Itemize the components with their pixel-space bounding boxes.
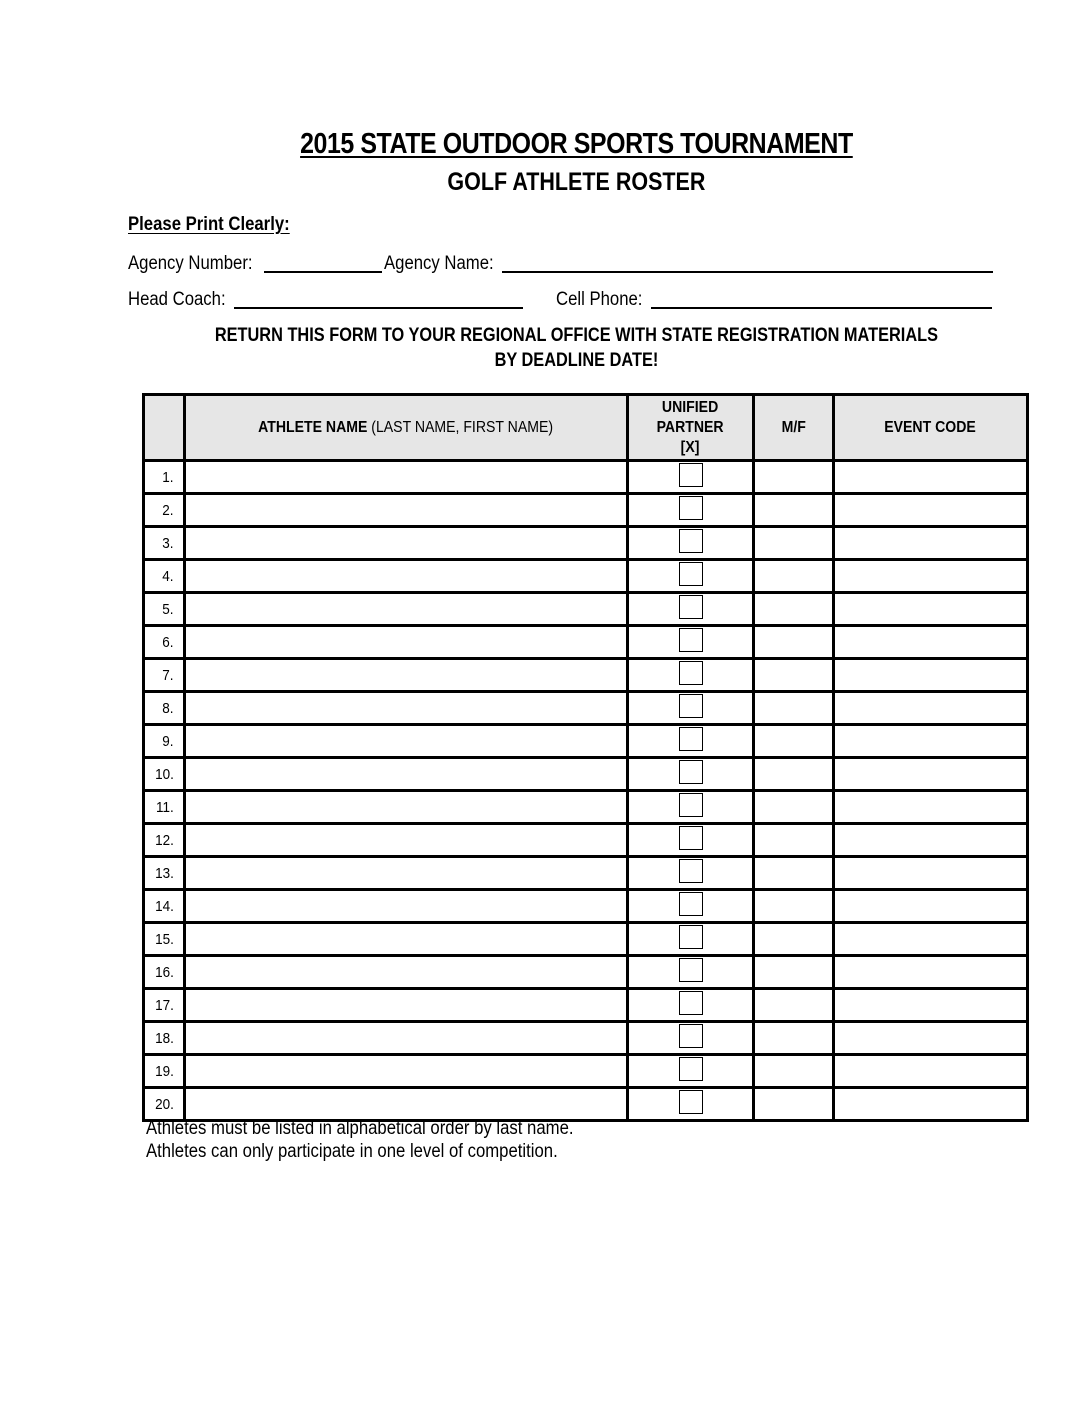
athlete-name-cell[interactable]	[185, 725, 628, 758]
return-notice-line2: BY DEADLINE DATE!	[494, 350, 659, 371]
unified-partner-checkbox[interactable]	[679, 1024, 703, 1048]
table-row	[144, 857, 1028, 890]
table-row	[144, 956, 1028, 989]
unified-partner-checkbox[interactable]	[679, 760, 703, 784]
unified-partner-cell	[628, 857, 754, 890]
gender-cell[interactable]	[754, 692, 834, 725]
event-code-cell[interactable]	[834, 692, 1028, 725]
table-row	[144, 791, 1028, 824]
unified-partner-cell	[628, 923, 754, 956]
athlete-name-cell[interactable]	[185, 1088, 628, 1121]
table-row	[144, 989, 1028, 1022]
gender-cell[interactable]	[754, 593, 834, 626]
cell-phone-label: Cell Phone:	[556, 289, 643, 310]
gender-cell[interactable]	[754, 857, 834, 890]
unified-partner-checkbox[interactable]	[679, 925, 703, 949]
unified-partner-header: UNIFIED PARTNER [X]	[628, 395, 754, 461]
row-number: 5.	[144, 593, 185, 626]
athlete-name-cell[interactable]	[185, 1055, 628, 1088]
unified-partner-cell	[628, 1055, 754, 1088]
unified-partner-checkbox[interactable]	[679, 859, 703, 883]
gender-cell[interactable]	[754, 461, 834, 494]
row-number: 4.	[144, 560, 185, 593]
print-clearly-label: Please Print Clearly:	[128, 214, 290, 235]
head-coach-field[interactable]	[234, 307, 523, 309]
unified-partner-checkbox[interactable]	[679, 793, 703, 817]
event-code-cell[interactable]	[834, 824, 1028, 857]
unified-partner-checkbox[interactable]	[679, 892, 703, 916]
table-row	[144, 461, 1028, 494]
unified-partner-cell	[628, 791, 754, 824]
table-row	[144, 890, 1028, 923]
row-number: 1.	[144, 461, 185, 494]
table-row	[144, 560, 1028, 593]
unified-partner-checkbox[interactable]	[679, 727, 703, 751]
head-coach-label: Head Coach:	[128, 289, 226, 310]
athlete-name-cell[interactable]	[185, 857, 628, 890]
agency-number-field[interactable]	[264, 271, 382, 273]
row-number: 7.	[144, 659, 185, 692]
event-code-cell[interactable]	[834, 956, 1028, 989]
event-code-cell[interactable]	[834, 857, 1028, 890]
event-code-cell[interactable]	[834, 758, 1028, 791]
row-number: 19.	[144, 1055, 185, 1088]
agency-name-field[interactable]	[502, 271, 993, 273]
row-number: 20.	[144, 1088, 185, 1121]
table-row	[144, 1055, 1028, 1088]
athlete-name-cell[interactable]	[185, 461, 628, 494]
athlete-name-cell[interactable]	[185, 659, 628, 692]
unified-partner-cell	[628, 1022, 754, 1055]
athlete-name-cell[interactable]	[185, 692, 628, 725]
row-number: 11.	[144, 791, 185, 824]
athlete-name-cell[interactable]	[185, 791, 628, 824]
row-number: 12.	[144, 824, 185, 857]
table-row	[144, 659, 1028, 692]
gender-cell[interactable]	[754, 890, 834, 923]
athlete-name-cell[interactable]	[185, 527, 628, 560]
unified-partner-checkbox[interactable]	[679, 991, 703, 1015]
row-number: 9.	[144, 725, 185, 758]
unified-partner-cell	[628, 659, 754, 692]
event-code-cell[interactable]	[834, 923, 1028, 956]
event-code-cell[interactable]	[834, 1055, 1028, 1088]
row-number: 6.	[144, 626, 185, 659]
unified-partner-checkbox[interactable]	[679, 826, 703, 850]
unified-partner-cell	[628, 692, 754, 725]
athlete-name-cell[interactable]	[185, 758, 628, 791]
athlete-name-cell[interactable]	[185, 560, 628, 593]
gender-cell[interactable]	[754, 824, 834, 857]
unified-partner-checkbox[interactable]	[679, 628, 703, 652]
table-row	[144, 593, 1028, 626]
gender-cell[interactable]	[754, 1055, 834, 1088]
table-header-row	[144, 395, 1028, 461]
gender-cell[interactable]	[754, 494, 834, 527]
event-code-cell[interactable]	[834, 626, 1028, 659]
event-code-cell[interactable]	[834, 791, 1028, 824]
table-row	[144, 758, 1028, 791]
athlete-name-cell[interactable]	[185, 956, 628, 989]
row-number: 2.	[144, 494, 185, 527]
table-row	[144, 494, 1028, 527]
gender-cell[interactable]	[754, 1088, 834, 1121]
athlete-name-cell[interactable]	[185, 890, 628, 923]
cell-phone-field[interactable]	[651, 307, 992, 309]
unified-partner-cell	[628, 758, 754, 791]
gender-cell[interactable]	[754, 527, 834, 560]
unified-partner-cell	[628, 1088, 754, 1121]
row-number: 10.	[144, 758, 185, 791]
event-code-cell[interactable]	[834, 560, 1028, 593]
table-row	[144, 527, 1028, 560]
athlete-name-cell[interactable]	[185, 1022, 628, 1055]
event-code-cell[interactable]	[834, 890, 1028, 923]
gender-cell[interactable]	[754, 659, 834, 692]
athlete-name-cell[interactable]	[185, 989, 628, 1022]
event-code-cell[interactable]	[834, 461, 1028, 494]
page-subtitle: GOLF ATHLETE ROSTER	[447, 168, 706, 196]
unified-partner-checkbox[interactable]	[679, 694, 703, 718]
row-number: 8.	[144, 692, 185, 725]
unified-partner-cell	[628, 593, 754, 626]
return-notice-line1: RETURN THIS FORM TO YOUR REGIONAL OFFICE WITH STATE REGISTRATION MATERIALS	[214, 325, 939, 346]
gender-cell[interactable]	[754, 560, 834, 593]
unified-partner-cell	[628, 626, 754, 659]
row-number: 13.	[144, 857, 185, 890]
gender-cell[interactable]	[754, 989, 834, 1022]
table-row	[144, 923, 1028, 956]
unified-partner-cell	[628, 560, 754, 593]
unified-partner-checkbox[interactable]	[679, 1057, 703, 1081]
row-number: 3.	[144, 527, 185, 560]
agency-number-label: Agency Number:	[128, 253, 253, 274]
gender-cell[interactable]	[754, 725, 834, 758]
athlete-name-header: ATHLETE NAME (LAST NAME, FIRST NAME)	[185, 395, 628, 461]
athlete-roster-table	[142, 393, 1029, 1122]
unified-partner-cell	[628, 725, 754, 758]
unified-partner-cell	[628, 890, 754, 923]
unified-partner-cell	[628, 494, 754, 527]
unified-partner-cell	[628, 527, 754, 560]
unified-partner-checkbox[interactable]	[679, 463, 703, 487]
row-number: 18.	[144, 1022, 185, 1055]
athlete-name-cell[interactable]	[185, 593, 628, 626]
gender-header: M/F	[754, 395, 834, 461]
athlete-name-cell[interactable]	[185, 494, 628, 527]
event-code-cell[interactable]	[834, 725, 1028, 758]
footnote-one-level: Athletes can only participate in one level of competition.	[146, 1141, 558, 1162]
athlete-name-cell[interactable]	[185, 923, 628, 956]
event-code-cell[interactable]	[834, 494, 1028, 527]
unified-partner-checkbox[interactable]	[679, 562, 703, 586]
event-code-cell[interactable]	[834, 593, 1028, 626]
row-number-header	[144, 395, 185, 461]
gender-cell[interactable]	[754, 1022, 834, 1055]
row-number: 15.	[144, 923, 185, 956]
athlete-name-cell[interactable]	[185, 626, 628, 659]
agency-name-label: Agency Name:	[384, 253, 494, 274]
gender-cell[interactable]	[754, 758, 834, 791]
gender-cell[interactable]	[754, 923, 834, 956]
row-number: 17.	[144, 989, 185, 1022]
unified-partner-cell	[628, 989, 754, 1022]
gender-cell[interactable]	[754, 956, 834, 989]
unified-partner-checkbox[interactable]	[679, 1090, 703, 1114]
table-row	[144, 1022, 1028, 1055]
row-number: 16.	[144, 956, 185, 989]
unified-partner-cell	[628, 461, 754, 494]
unified-partner-checkbox[interactable]	[679, 661, 703, 685]
event-code-cell[interactable]	[834, 1088, 1028, 1121]
unified-partner-cell	[628, 956, 754, 989]
page-title: 2015 STATE OUTDOOR SPORTS TOURNAMENT	[300, 128, 853, 160]
table-row	[144, 725, 1028, 758]
event-code-header: EVENT CODE	[834, 395, 1028, 461]
gender-cell[interactable]	[754, 626, 834, 659]
event-code-cell[interactable]	[834, 527, 1028, 560]
event-code-cell[interactable]	[834, 659, 1028, 692]
event-code-cell[interactable]	[834, 989, 1028, 1022]
unified-partner-checkbox[interactable]	[679, 958, 703, 982]
footnote-alphabetical: Athletes must be listed in alphabetical order by last name.	[146, 1118, 574, 1139]
unified-partner-cell	[628, 824, 754, 857]
table-row	[144, 692, 1028, 725]
row-number: 14.	[144, 890, 185, 923]
gender-cell[interactable]	[754, 791, 834, 824]
unified-partner-checkbox[interactable]	[679, 595, 703, 619]
table-row	[144, 1088, 1028, 1121]
event-code-cell[interactable]	[834, 1022, 1028, 1055]
table-row	[144, 626, 1028, 659]
table-row	[144, 824, 1028, 857]
unified-partner-checkbox[interactable]	[679, 496, 703, 520]
athlete-name-cell[interactable]	[185, 824, 628, 857]
unified-partner-checkbox[interactable]	[679, 529, 703, 553]
